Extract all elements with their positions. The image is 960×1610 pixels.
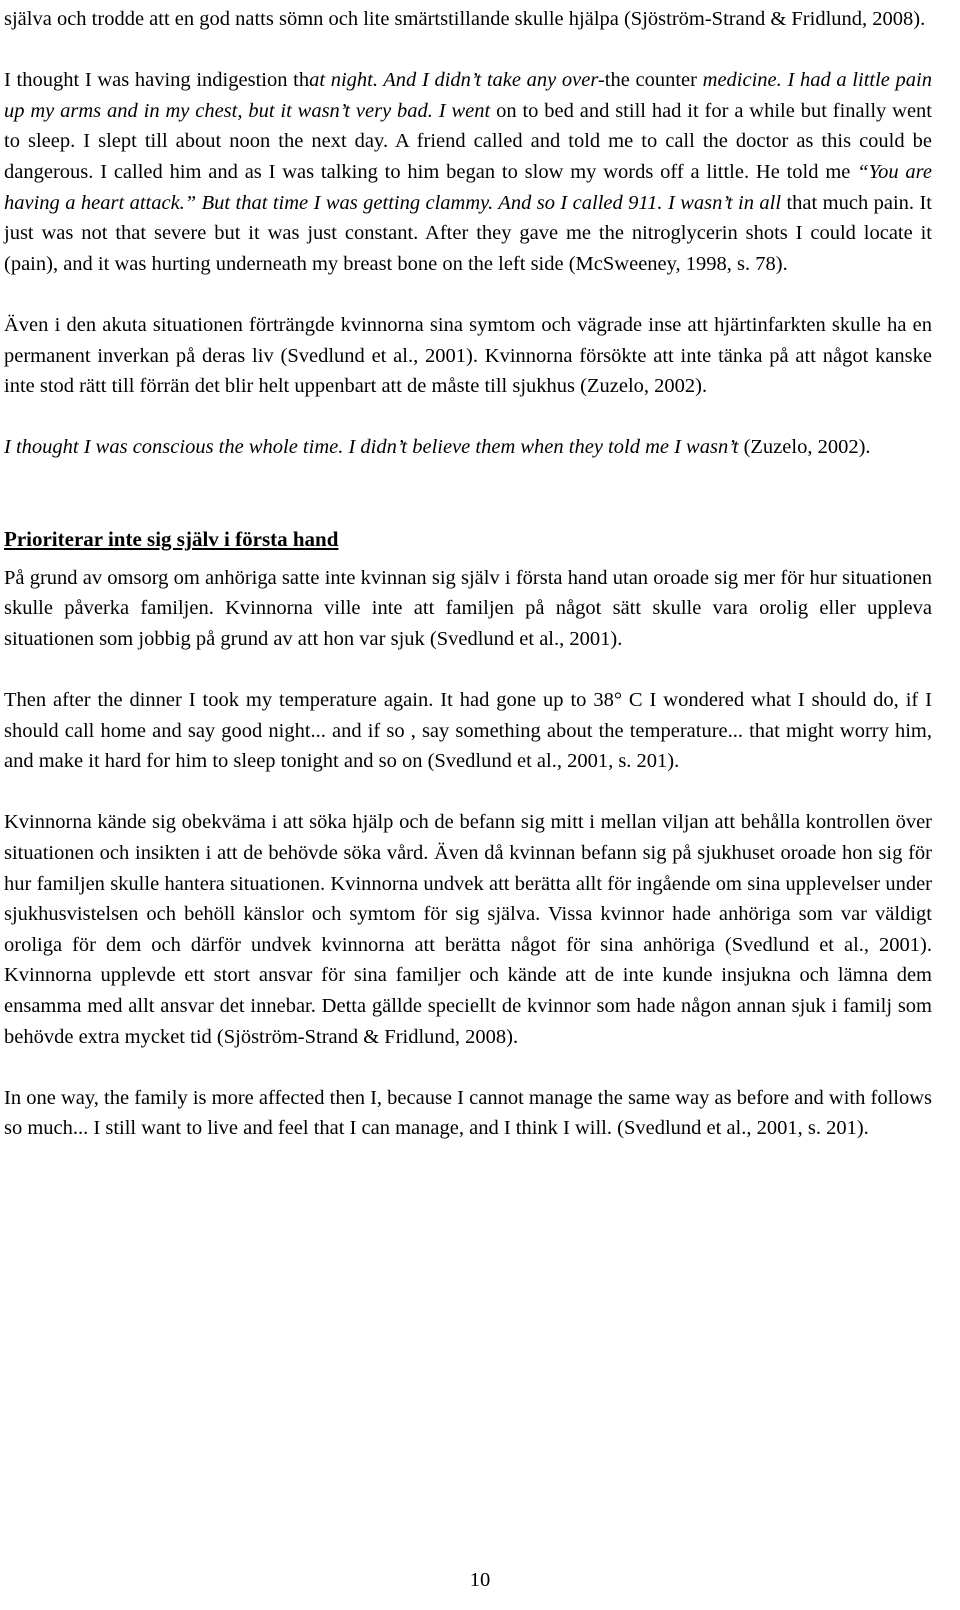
- text-run: Kvinnorna kände sig obekväma i att söka hjälp och de befann sig mitt i mellan viljan att behålla kontrollen över situationen och insikten i att de behövde söka vård. Även då kvinnan befann sig på sjukhuset oroade hon sig för hur familjen skulle hantera situationen. Kvinnorna undvek att berätta allt för ingående om sina upplevelser under sjukhusvistelsen och behöll känslor och symtom för sig själva. Vissa kvinnor hade anhöriga som var väldigt oroliga för dem och därför undvek kvinnorna att berätta något för sina anhöriga (Svedlund et al., 2001). Kvinnorna upplevde ett stort ansvar för sina familjer och kände att de inte kunde insjukna och lämna dem ensamma med allt ansvar det innebar. Detta gällde speciellt de kvinnor som hade någon annan sjuk i familj som behövde extra mycket tid (Sjöström-Strand & Fridlund, 2008).: [4, 811, 932, 1048]
- document-body: [4, 4, 932, 1144]
- text-run: I thought I was having indigestion th: [4, 69, 310, 92]
- paragraph-1: [4, 4, 932, 35]
- text-run: Även i den akuta situationen förträngde kvinnorna sina symtom och vägrade inse att hjärtinfarkten skulle ha en permanent inverkan på deras liv (Svedlund et al., 2001). Kvinnorna försökte att inte tänka på att något kanske inte stod rätt till förrän det blir helt uppenbart att de måste till sjukhus (Zuzelo, 2002).: [4, 313, 932, 398]
- text-run: På grund av omsorg om anhöriga satte inte kvinnan sig själv i första hand utan oroade sig mer för hur situationen skulle påverka familjen. Kvinnorna ville inte att familjen på något sätt skulle vara orolig eller uppleva situationen som jobbig på grund av att hon var sjuk (Svedlund et al., 2001).: [4, 566, 932, 650]
- section-heading: Prioriterar inte sig själv i första hand: [4, 527, 339, 552]
- paragraph-3: [4, 310, 932, 402]
- quote-paragraph-4: [4, 432, 932, 463]
- paragraph-7: [4, 807, 932, 1052]
- page-number: 10: [469, 1569, 491, 1591]
- quote-paragraph-6: [4, 685, 932, 777]
- italic-text-run: “You are having a heart attack.” But that time I was getting clammy. And so I called 911. I wasn’t in all: [4, 160, 932, 214]
- spacer: [4, 494, 932, 525]
- quote-paragraph-2: [4, 65, 932, 279]
- text-run: Then after the dinner I took my temperature again. It had gone up to 38° C I wondered what I should do, if I should call home and say good night... and if so , say something about the temperature... that might worry him, and make it hard for him to sleep tonight and so on (Svedlund et al., 2001, s. 201).: [4, 689, 932, 773]
- quote-paragraph-8: [4, 1083, 932, 1144]
- text-run: the counter: [604, 69, 703, 92]
- text-run: själva och trodde att en god natts sömn och lite smärtstillande skulle hjälpa (Sjöström-Strand & Fridlund, 2008).: [4, 8, 926, 30]
- italic-text-run: medicine. I had a little pain up my arms and in my chest, but it wasn’t very bad. I went: [4, 69, 932, 122]
- text-run: (Zuzelo, 2002).: [743, 436, 871, 459]
- text-run: that much pain. It just was not that severe but it was just constant. After they gave me the nitroglycerin shots I could locate it (pain), and it was hurting underneath my breast bone on the left side (McSweeney, 1998, s. 78).: [4, 191, 932, 275]
- paragraph-5: [4, 563, 932, 655]
- text-run: In one way, the family is more affected then I, because I cannot manage the same way as before and with follows so much... I still want to live and feel that I can manage, and I think I will. (Svedlund et al., 2001, s. 201).: [4, 1086, 932, 1140]
- italic-text-run: at night. And I didn’t take any over-: [309, 69, 605, 92]
- text-run: on to bed and still had it for a while but finally went to sleep. I slept till about noon the next day. A friend called and told me to call the doctor as this could be dangerous. I called him and as I was talking to him began to slow my words off a little. He told me: [4, 99, 932, 183]
- italic-text-run: I thought I was conscious the whole time. I didn’t believe them when they told me I wasn’t: [4, 436, 744, 459]
